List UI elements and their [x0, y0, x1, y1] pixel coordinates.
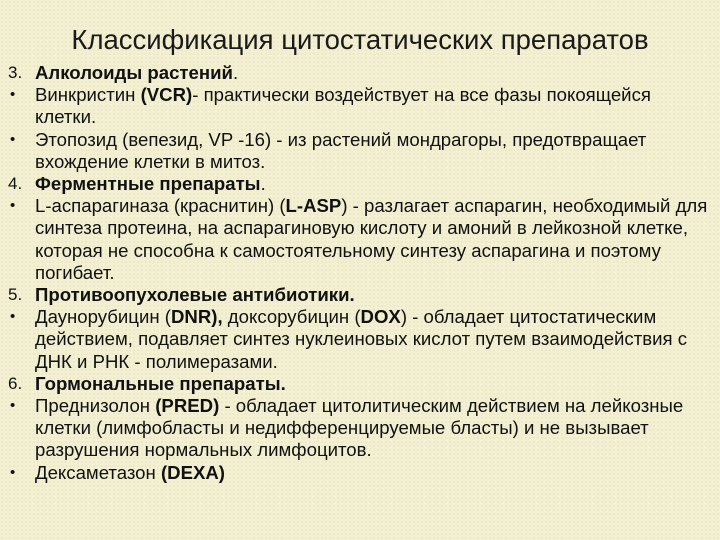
section-heading-item: [8, 173, 712, 195]
bullet-icon: •: [10, 130, 16, 148]
bullet-icon: •: [10, 308, 16, 326]
bullet-icon: •: [10, 463, 16, 481]
section-heading-item: [8, 62, 712, 84]
section-heading-item: [8, 373, 712, 395]
classification-list: [8, 62, 712, 484]
text-segment: Этопозид (вепезид, VP -16) - из растений мондрагоры, предотвращает вхождение клетки в митоз.: [35, 128, 647, 172]
bold-text: L-ASP: [285, 195, 342, 217]
item-number: 6.: [8, 373, 23, 393]
item-text: [35, 84, 712, 128]
list-item: [8, 395, 712, 462]
item-text: [35, 62, 712, 84]
slide-title: Классификация цитостатических препаратов: [71, 24, 649, 55]
bullet-icon: •: [10, 197, 16, 215]
text-segment: .: [260, 173, 266, 195]
item-text: [35, 129, 712, 173]
list-item: [8, 84, 712, 128]
bold-text: Ферментные препараты: [35, 173, 261, 195]
item-number: 5.: [8, 285, 23, 305]
bold-text: (PRED): [155, 395, 220, 417]
list-item: [8, 306, 712, 373]
item-text: [35, 462, 712, 484]
item-text: [35, 195, 712, 284]
list-item: [8, 129, 712, 173]
bold-text: Алколоиды растений: [35, 62, 233, 83]
item-text: [35, 395, 712, 462]
text-segment: - практически воздействует на все фазы покоящейся клетки.: [35, 84, 651, 128]
bullet-icon: •: [10, 397, 16, 415]
text-segment: ) - обладает цитостатическим действием, подавляет синтез нуклеиновых кислот путем взаимодействия с ДНК и РНК - полимеразами.: [35, 306, 688, 372]
item-number: 4.: [8, 174, 23, 194]
item-text: [35, 284, 712, 306]
bold-text: Противоопухолевые антибиотики.: [35, 284, 355, 306]
text-segment: ) - разлагает аспарагин, необходимый для синтеза протеина, на аспарагиновую кислоту и амоний в лейкозной клетке, которая не способна к самостоятельному синтезу аспарагина и поэтому погибает.: [35, 195, 708, 283]
section-heading-item: [8, 284, 712, 306]
bullet-icon: •: [10, 86, 16, 104]
bold-text: DOX: [360, 306, 401, 328]
item-text: [35, 173, 712, 195]
text-segment: L-аспарагиназа (краснитин) (: [35, 195, 286, 217]
list-item: [8, 195, 712, 284]
text-segment: .: [232, 62, 239, 83]
text-segment: доксорубицин (: [222, 306, 361, 328]
text-segment: Винкристин: [35, 84, 141, 106]
item-number: 3.: [8, 63, 23, 82]
bold-text: (VCR): [140, 84, 193, 106]
bold-text: Гормональные препараты.: [35, 372, 286, 394]
item-text: [35, 306, 712, 373]
text-segment: - обладает цитолитическим действием на лейкозные клетки (лимфобласты и недифференцируемые бласты) и не вызывает разрушения нормальных лимфоцитов.: [35, 395, 684, 461]
text-segment: Преднизолон: [35, 395, 156, 417]
bold-text: (DEXA): [160, 461, 225, 483]
item-text: [35, 373, 712, 395]
bold-text: DNR),: [170, 306, 223, 328]
list-item: [8, 462, 712, 484]
text-segment: Дексаметазон: [35, 461, 161, 483]
text-segment: Даунорубицин (: [35, 306, 171, 328]
